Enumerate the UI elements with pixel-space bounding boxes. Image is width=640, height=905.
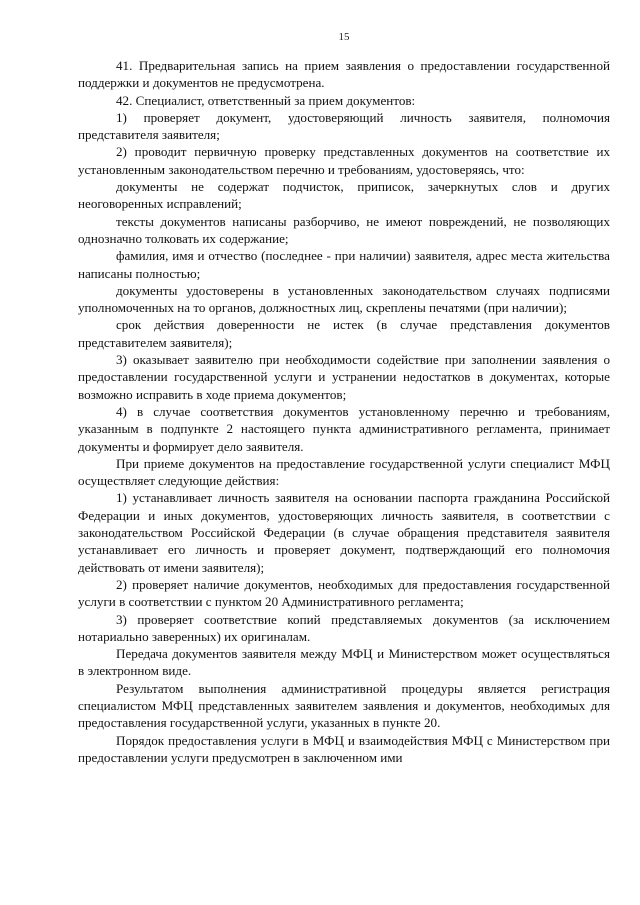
paragraph-electronic-transfer: Передача документов заявителя между МФЦ и Министерством может осуществляться в электронном виде. [78,646,610,679]
document-page [78,30,610,766]
page-number: 15 [338,31,350,43]
list-item-3-assistance: 3) оказывает заявителю при необходимости содействие при заполнении заявления о предоставлении государственной услуги и устранении недостатков в документах, которые возможно исправить в ходе приема документов; [78,352,610,402]
condition-power-of-attorney: срок действия доверенности не истек (в случае представления документов представителем заявителя); [78,317,610,350]
list-item-4-accept-documents: 4) в случае соответствия документов установленному перечню и требованиям, указанным в подпункте 2 настоящего пункта административного регламента, принимает документы и формирует дело заявителя. [78,403,610,454]
condition-certified: документы удостоверены в установленных законодательством случаях подписями уполномоченных на то органов, должностных лиц, скреплены печатями (при наличии); [78,282,610,316]
paragraph-procedure-result: Результатом выполнения административной процедуры является регистрация специалистом МФЦ представленных заявителем заявления и документов, необходимых для предоставления государственной услуги, указанных в пункте 20. [78,680,610,731]
mfc-item-1-establish-identity: 1) устанавливает личность заявителя на основании паспорта гражданина Российской Федерации и иных документов, удостоверяющих личность заявителя, в соответствии с законодательством Российской Федерации (в случае обращения представителя заявителя устанавливает его личность и проверяет документ, подтверждающий его полномочия действовать от имени заявителя); [78,490,610,575]
document-body [78,57,610,766]
condition-no-erasures: документы не содержат подчисток, приписок, зачеркнутых слов и других неоговоренных исправлений; [78,179,610,212]
paragraph-42-specialist-duties: 42. Специалист, ответственный за прием документов: [116,92,416,108]
condition-legible: тексты документов написаны разборчиво, не имеют повреждений, не позволяющих однозначно толковать их содержание; [78,213,610,246]
mfc-item-3-check-copies: 3) проверяет соответствие копий представляемых документов (за исключением нотариально заверенных) их оригиналам. [78,611,610,644]
paragraph-41-preliminary-appointment: 41. Предварительная запись на прием заявления о предоставлении государственной поддержки и документов не предусмотрена. [78,58,610,91]
condition-full-name-address: фамилия, имя и отчество (последнее - при наличии) заявителя, адрес места жительства написаны полностью; [78,248,610,281]
mfc-item-2-check-documents: 2) проверяет наличие документов, необходимых для предоставления государственной услуги в соответствии с пунктом 20 Административного регламента; [78,576,610,610]
paragraph-mfc-actions: При приеме документов на предоставление государственной услуги специалист МФЦ осуществляет следующие действия: [78,455,610,489]
list-item-1-check-identity: 1) проверяет документ, удостоверяющий личность заявителя, полномочия представителя заявителя; [78,109,610,143]
list-item-2-initial-check: 2) проводит первичную проверку представленных документов на соответствие их установленным законодательством перечню и требованиям, удостоверяясь, что: [78,144,610,177]
paragraph-mfc-interaction: Порядок предоставления услуги в МФЦ и взаимодействия МФЦ с Министерством при предоставлении услуги предусмотрен в заключенном ими [78,732,610,765]
